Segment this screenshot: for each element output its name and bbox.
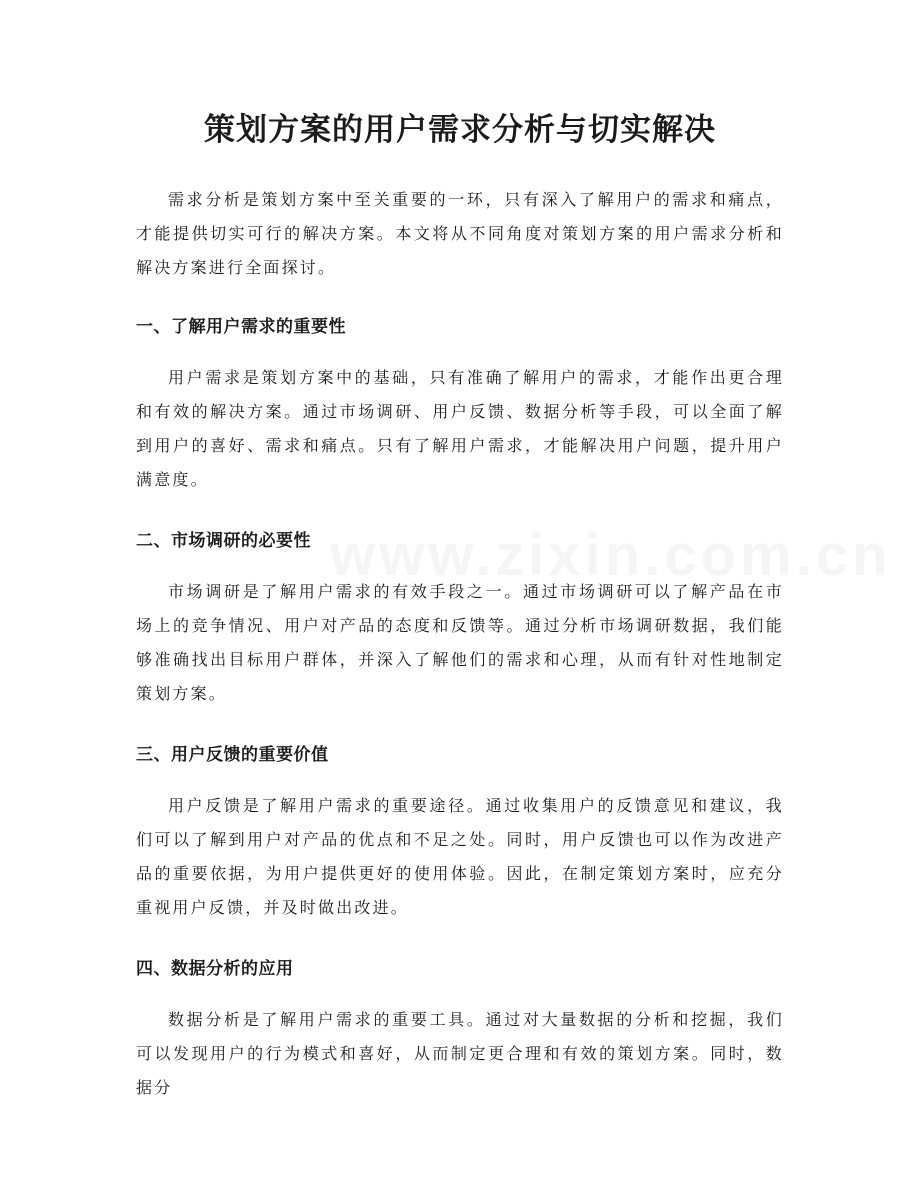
section-heading-1: 一、了解用户需求的重要性 (136, 317, 346, 337)
page-title: 策划方案的用户需求分析与切实解决 (204, 112, 716, 148)
document-body (136, 183, 784, 1135)
intro-paragraph: 需求分析是策划方案中至关重要的一环，只有深入了解用户的需求和痛点，才能提供切实可行的解决方案。本文将从不同角度对策划方案的用户需求分析和解决方案进行全面探讨。 (136, 190, 784, 277)
section-heading-4: 四、数据分析的应用 (136, 959, 294, 979)
section-heading-3: 三、用户反馈的重要价值 (136, 745, 329, 765)
section-text-2: 市场调研是了解用户需求的有效手段之一。通过市场调研可以了解产品在市场上的竞争情况、用户对产品的态度和反馈等。通过分析市场调研数据，我们能够准确找出目标用户群体，并深入了解他们的需求和心理，从而有针对性地制定策划方案。 (136, 582, 784, 703)
section-text-3: 用户反馈是了解用户需求的重要途径。通过收集用户的反馈意见和建议，我们可以了解到用户对产品的优点和不足之处。同时，用户反馈也可以作为改进产品的重要依据，为用户提供更好的使用体验。因此，在制定策划方案时，应充分重视用户反馈，并及时做出改进。 (136, 796, 784, 917)
watermark: www.zixin.com.cn (330, 523, 892, 588)
section-text-4: 数据分析是了解用户需求的重要工具。通过对大量数据的分析和挖掘，我们可以发现用户的行为模式和喜好，从而制定更合理和有效的策划方案。同时，数据分 (136, 1010, 784, 1097)
section-text-1: 用户需求是策划方案中的基础，只有准确了解用户的需求，才能作出更合理和有效的解决方案。通过市场调研、用户反馈、数据分析等手段，可以全面了解到用户的喜好、需求和痛点。只有了解用户需求，才能解决用户问题，提升用户满意度。 (136, 368, 784, 489)
section-heading-2: 二、市场调研的必要性 (136, 531, 311, 551)
